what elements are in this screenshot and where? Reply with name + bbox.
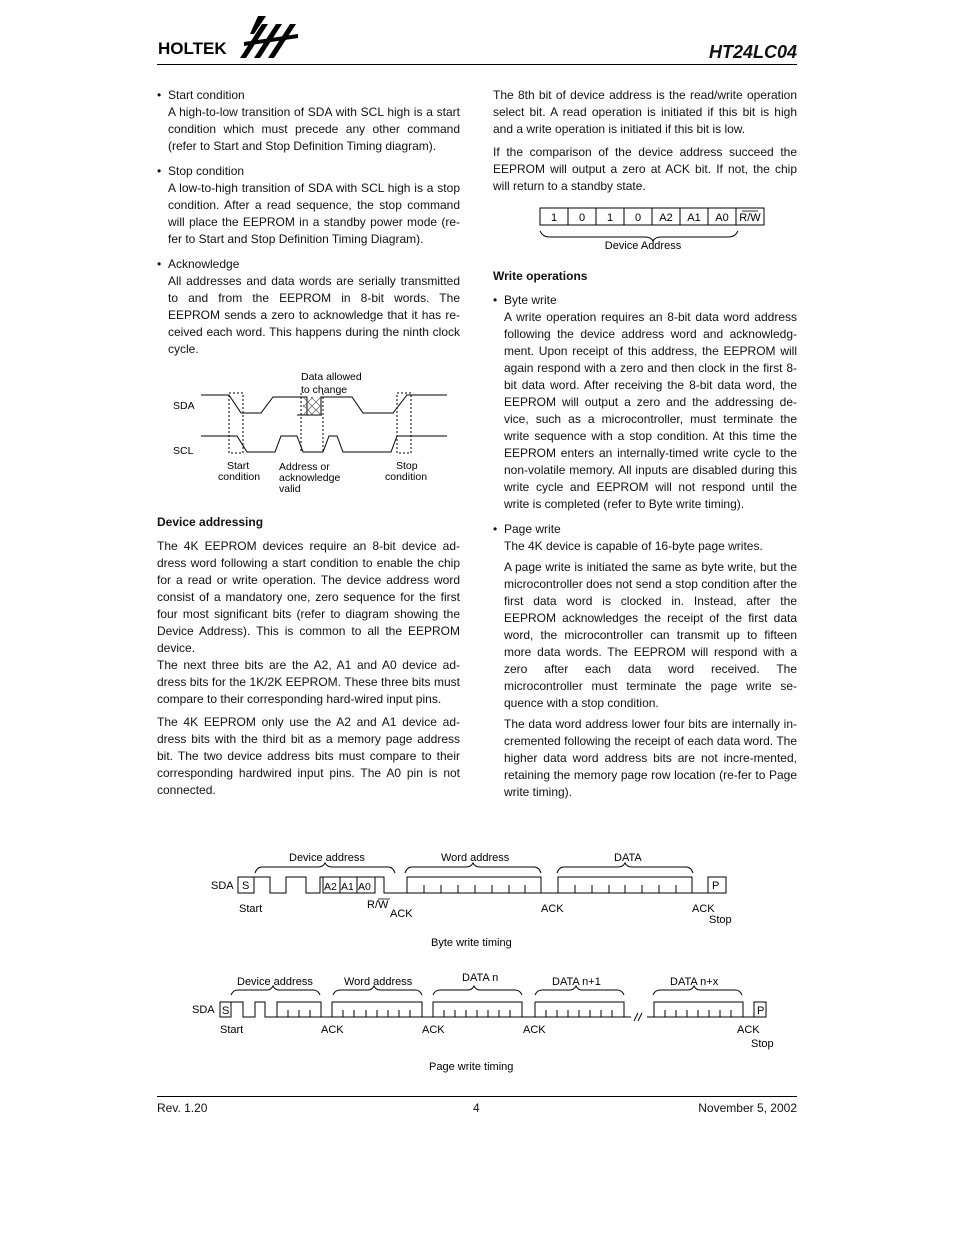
acknowledge-item bbox=[157, 256, 460, 358]
pw-word-address-label: Word address bbox=[344, 976, 413, 988]
start-label: Start bbox=[227, 460, 250, 472]
bw-ack-1: ACK bbox=[390, 908, 413, 920]
part-number: HT24LC04 bbox=[708, 42, 797, 62]
address-label: Address or bbox=[279, 461, 330, 473]
bw-sda-waveform bbox=[238, 877, 726, 893]
bw-start-label: Start bbox=[239, 903, 263, 915]
addr-bit-a1: A1 bbox=[687, 212, 701, 224]
footer-date: November 5, 2002 bbox=[698, 1101, 797, 1115]
pw-ack-2: ACK bbox=[422, 1024, 445, 1036]
addr-bit-7: 1 bbox=[550, 212, 558, 224]
pw-ack-1: ACK bbox=[321, 1024, 344, 1036]
byte-write-body: A write operation requires an 8-bit data word address following the device address word and acknowledg-ment. Upon receipt of this address, the EEPROM will again respond with a zero and then clock in the first 8-bit data word. After receiving the 8-bit data word, the EEPROM will output a zero and the addressing de-vice, such as a microcontroller, must terminate the write sequence with a stop condition. At this time the EEPROM enters an internally-timed write cycle to the non-volatile memory. All inputs are disabled during this write cycle and EEPROM will not respond until the write is completed (refer to Byte write timing). bbox=[504, 310, 797, 511]
page-write-p1: The 4K device is capable of 16-byte page writes. bbox=[504, 539, 763, 553]
holtek-logo bbox=[158, 14, 303, 60]
footer-rule bbox=[157, 1096, 797, 1097]
bw-ack-3: ACK bbox=[692, 903, 715, 915]
pw-ack-4: ACK bbox=[737, 1024, 760, 1036]
byte-write-title: • Byte write bbox=[504, 293, 557, 307]
bw-a0: A0 bbox=[358, 881, 371, 893]
start-condition-body: A high-to-low transition of SDA with SCL high is a start condition which must precede any other command (refer to Start and Stop Definition Timing diagram). bbox=[168, 105, 460, 153]
bw-sda-label: SDA bbox=[211, 880, 234, 892]
addr-bit-a2: A2 bbox=[659, 212, 673, 224]
bw-word-address-label: Word address bbox=[441, 852, 510, 864]
byte-write-caption: Byte write timing bbox=[431, 937, 512, 949]
pw-device-address-label: Device address bbox=[237, 976, 313, 988]
pw-stop-p: P bbox=[757, 1005, 765, 1017]
page-write-p3: The data word address lower four bits are internally in-cremented following the receipt of each data word. The higher data word address bits are not incre-mented, retaining the memory page row location (re-fer to Page write timing). bbox=[504, 717, 797, 799]
page-write-timing-diagram bbox=[185, 970, 785, 1076]
bw-ack-2: ACK bbox=[541, 903, 564, 915]
header-rule bbox=[157, 64, 797, 65]
stop-condition-item bbox=[157, 163, 460, 248]
device-addressing-p2: The next three bits are the A2, A1 and A0 device ad-dress bits for the 1K/2K EEPROM. These three bits must compare to their corresponding hard-wired input pins. bbox=[157, 658, 460, 706]
device-addressing-section bbox=[157, 514, 460, 799]
condition-markers bbox=[229, 393, 411, 453]
acknowledge-label: acknowledge bbox=[279, 472, 341, 484]
byte-write-timing-diagram bbox=[200, 846, 760, 950]
start-condition-title: • Start condition bbox=[168, 88, 245, 102]
bw-data-label: DATA bbox=[614, 852, 642, 864]
footer-page-number: 4 bbox=[473, 1101, 480, 1115]
stop-condition-label: condition bbox=[385, 471, 428, 483]
stop-label: Stop bbox=[396, 460, 418, 472]
valid-label: valid bbox=[279, 483, 301, 495]
data-allowed-label-2: to change bbox=[301, 384, 348, 396]
page-write-caption: Page write timing bbox=[429, 1061, 514, 1073]
stop-condition-title: • Stop condition bbox=[168, 164, 245, 178]
device-addressing-p3: The 4K EEPROM only use the A2 and A1 device ad-dress bits with the third bit as a memory page address bit. The two device address bits must compare to their corresponding hardwired input pins. The A0 pin is not connected. bbox=[157, 715, 460, 797]
scl-label: SCL bbox=[173, 445, 194, 457]
byte-write-item bbox=[493, 292, 797, 513]
pw-data-n-label: DATA n bbox=[462, 972, 499, 984]
left-column bbox=[157, 87, 460, 358]
acknowledge-title: • Acknowledge bbox=[168, 257, 240, 271]
bw-stop-p: P bbox=[712, 880, 720, 892]
sda-label: SDA bbox=[173, 400, 195, 412]
device-addressing-heading: Device addressing bbox=[157, 515, 264, 529]
pw-ack-3: ACK bbox=[523, 1024, 546, 1036]
holtek-logo-icon bbox=[240, 16, 298, 58]
bw-start-s: S bbox=[242, 880, 250, 892]
scl-waveform bbox=[201, 436, 447, 452]
stop-condition-body: A low-to-high transition of SDA with SCL high is a stop condition. After a read sequence, the stop command will place the EEPROM in a standby power mode (re-fer to Start and Stop Definition Timing Diagram). bbox=[168, 181, 460, 246]
bw-device-address-label: Device address bbox=[289, 852, 365, 864]
bw-braces bbox=[255, 863, 693, 873]
write-operations-heading: Write operations bbox=[493, 269, 588, 283]
device-addressing-p1: The 4K EEPROM devices require an 8-bit device ad-dress word following a start condition to enable the chip for a read or write operation. The device address word consist of a mandatory one, zero sequence for the first four most significant bits (refer to diagram showing the Device Address). This is common to all the EEPROM device. bbox=[157, 539, 460, 655]
addr-bit-5: 1 bbox=[606, 212, 614, 224]
pw-breaks bbox=[634, 1013, 642, 1021]
device-address-diagram bbox=[535, 204, 770, 256]
bw-rw-label: R/W bbox=[367, 899, 389, 911]
page-write-title: • Page write bbox=[504, 522, 561, 536]
start-stop-timing-diagram bbox=[157, 365, 460, 500]
rw-bit-paragraph: The 8th bit of device address is the read/write operation select bit. A read operation is initiated if this bit is high and a write operation is initiated if this bit is low. bbox=[493, 88, 797, 136]
address-bits bbox=[551, 212, 761, 224]
bw-a1: A1 bbox=[341, 881, 354, 893]
bw-stop-label: Stop bbox=[709, 914, 732, 926]
page-write-item bbox=[493, 521, 797, 801]
acknowledge-body: All addresses and data words are serially transmitted to and from the EEPROM in 8-bit words. The EEPROM sends a zero to acknowledge that it has re-ceived each word. This happens during the ninth clock cycle. bbox=[168, 274, 460, 356]
addr-bit-a0: A0 bbox=[715, 212, 729, 224]
bw-a2: A2 bbox=[324, 881, 337, 893]
comparison-paragraph: If the comparison of the device address succeed the EEPROM will output a zero at ACK bit. If not, the chip will return to a standby state. bbox=[493, 145, 797, 193]
device-address-caption: Device Address bbox=[604, 240, 682, 252]
start-condition-label: condition bbox=[218, 471, 261, 483]
addr-bit-rw: R/W bbox=[739, 212, 761, 224]
write-operations-section bbox=[493, 268, 797, 801]
sda-waveform bbox=[201, 395, 447, 415]
footer-revision: Rev. 1.20 bbox=[157, 1101, 208, 1115]
addr-bit-4: 0 bbox=[634, 212, 642, 224]
pw-sda-label: SDA bbox=[192, 1004, 215, 1016]
pw-start-s: S bbox=[222, 1005, 230, 1017]
brand-name: HOLTEK bbox=[158, 39, 227, 58]
page-write-p2: A page write is initiated the same as byte write, but the microcontroller does not send a stop condition after the first data word is clocked in. Instead, after the EEPROM acknowledges the receipt of the first data word, the microcontroller can transmit up to fifteen more data words. The EEPROM will respond with a zero after each data word received. The microcontroller must terminate the page write se-quence with a stop condition. bbox=[504, 560, 797, 710]
pw-sda-waveform bbox=[220, 1002, 766, 1017]
pw-start-label: Start bbox=[220, 1024, 244, 1036]
bw-bit-ticks bbox=[424, 885, 676, 893]
pw-bit-ticks bbox=[288, 1010, 731, 1017]
start-condition-item bbox=[157, 87, 460, 155]
right-column-top bbox=[493, 87, 797, 195]
pw-stop-label: Stop bbox=[751, 1038, 774, 1050]
pw-data-nx-label: DATA n+x bbox=[670, 976, 719, 988]
data-allowed-label: Data allowed bbox=[301, 371, 362, 383]
pw-data-n1-label: DATA n+1 bbox=[552, 976, 601, 988]
hatch-data-change bbox=[303, 397, 321, 415]
addr-bit-6: 0 bbox=[578, 212, 586, 224]
